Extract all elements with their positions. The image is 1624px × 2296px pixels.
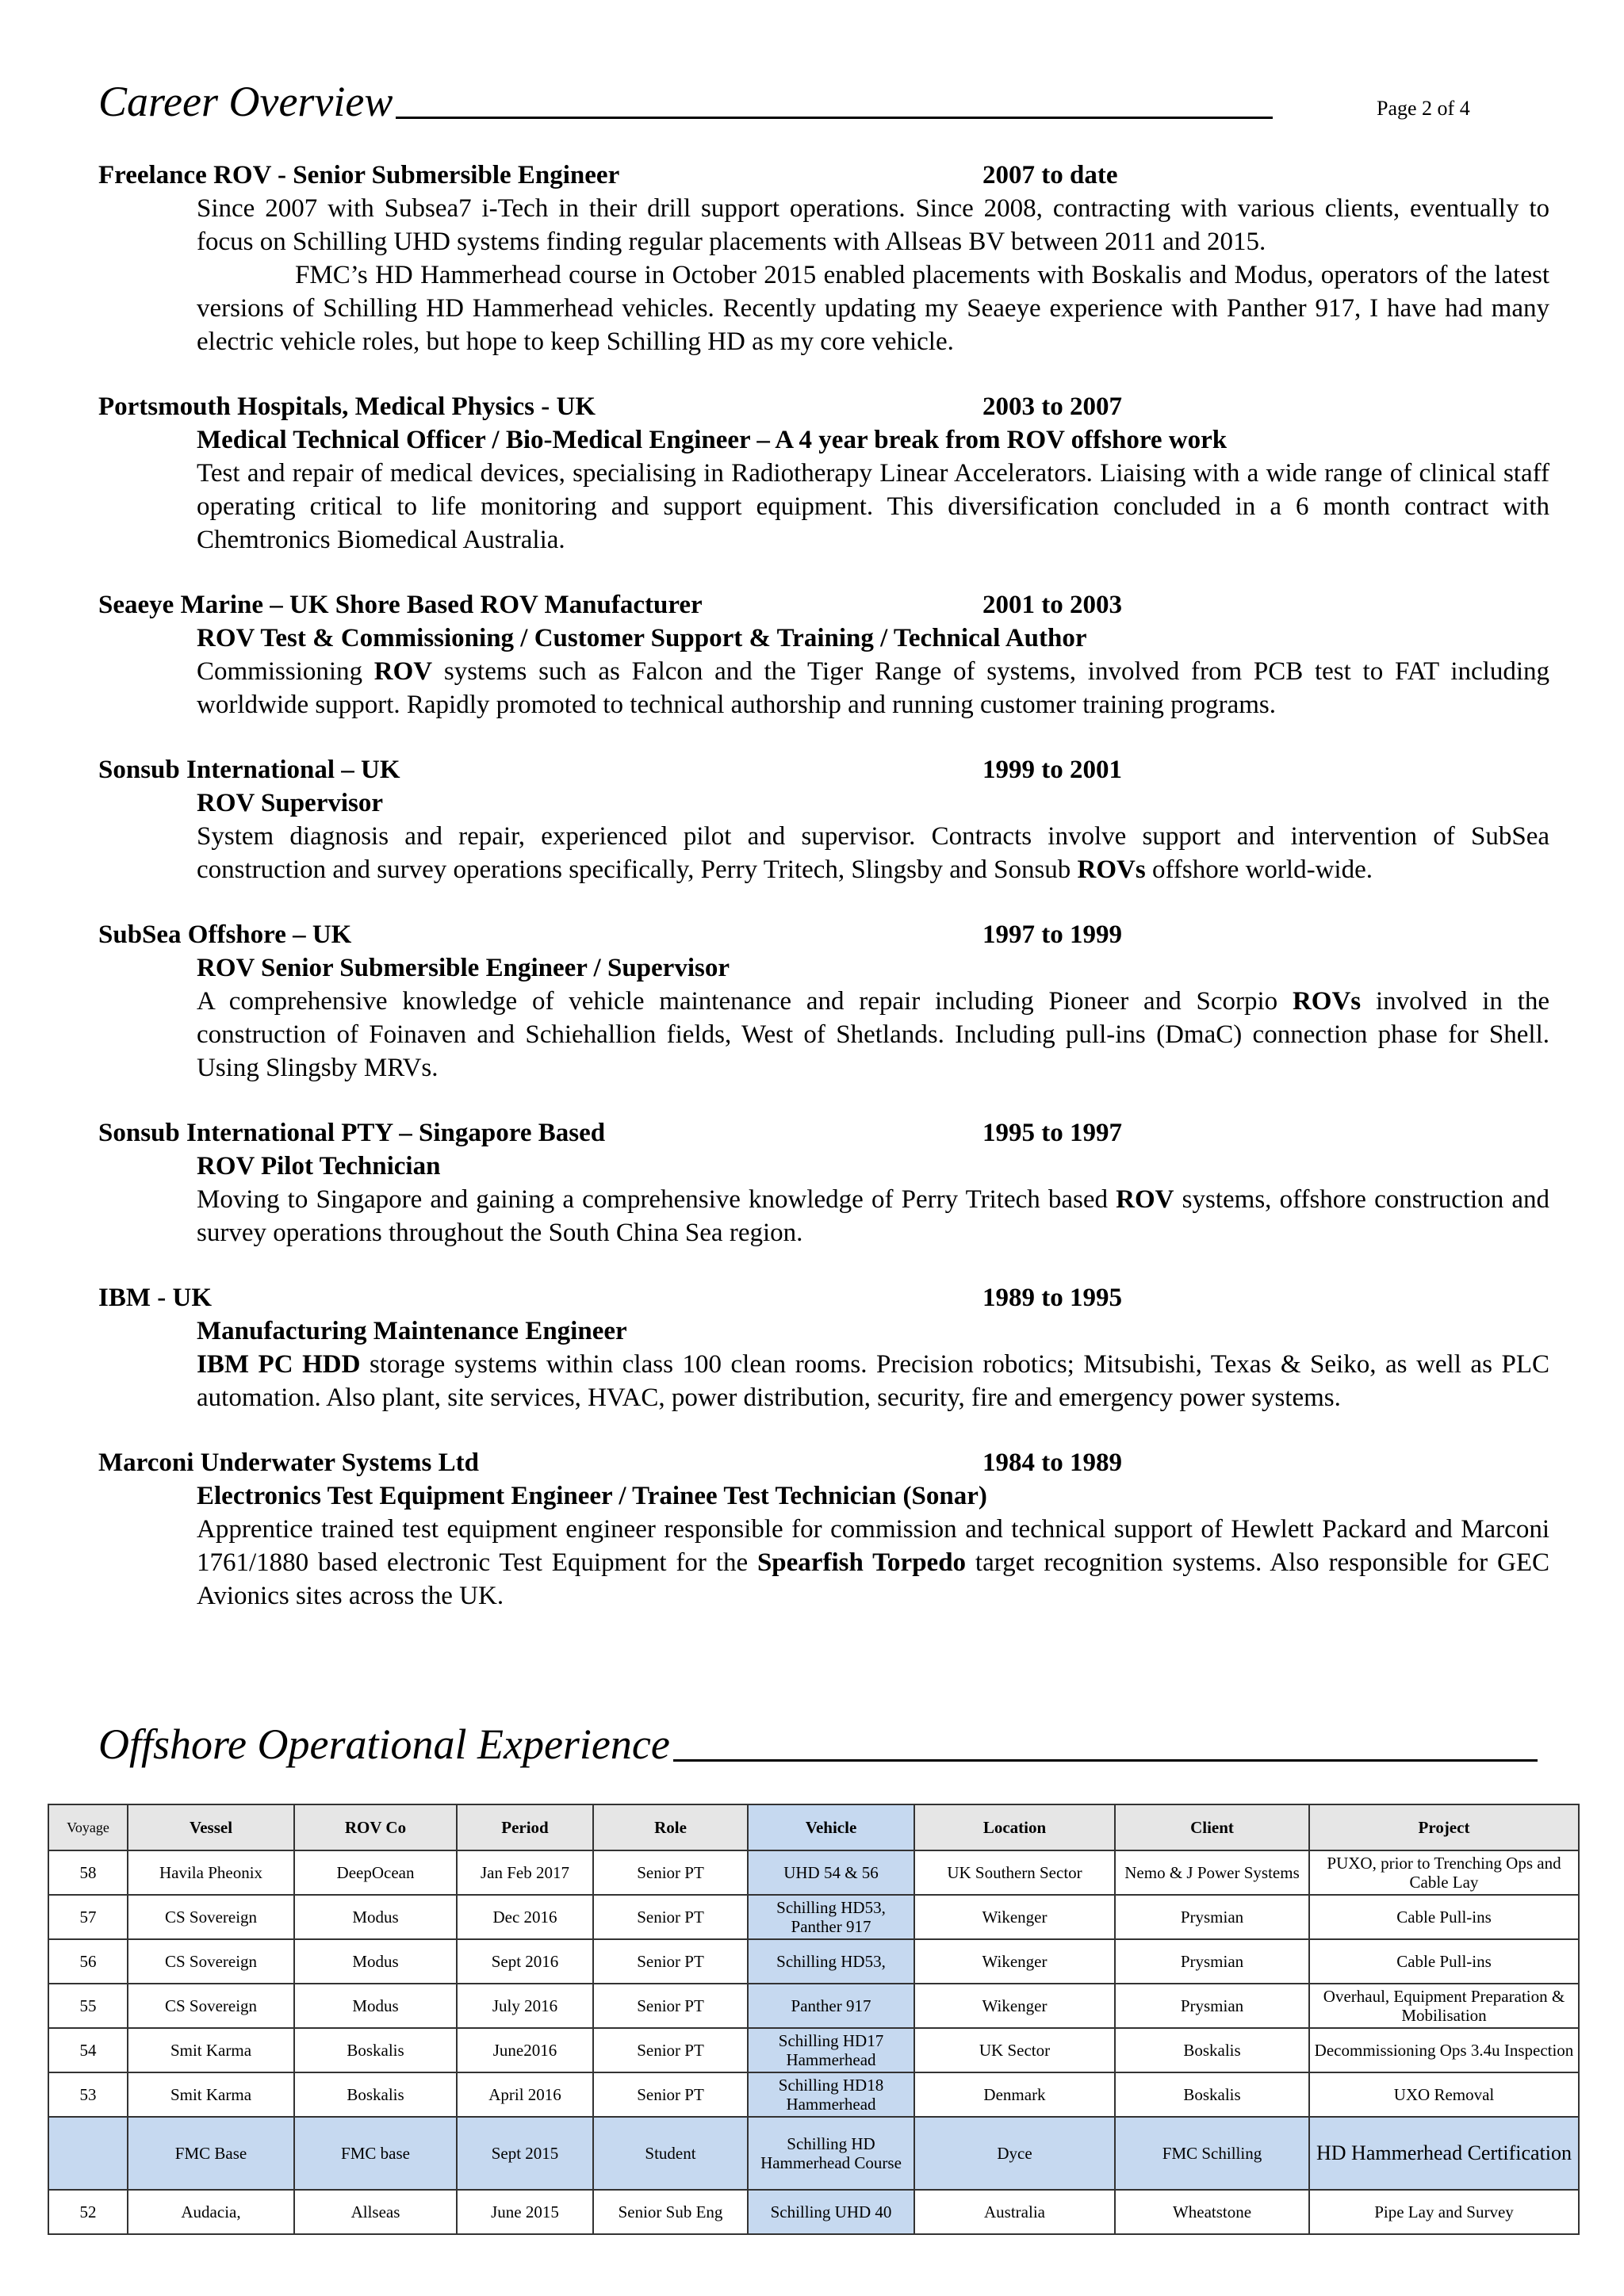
table-row	[48, 1850, 1579, 1895]
table-row	[48, 2072, 1579, 2117]
table-cell: Sept 2016	[457, 1939, 593, 1984]
entry-header	[98, 159, 1549, 192]
table-cell: FMC Base	[128, 2117, 294, 2190]
entry-description	[197, 985, 1549, 1085]
table-cell: Schilling HD18 Hammerhead	[748, 2072, 914, 2117]
table-cell: CS Sovereign	[128, 1984, 294, 2028]
table-cell: PUXO, prior to Trenching Ops and Cable Lay	[1309, 1850, 1579, 1895]
table-cell: Sept 2015	[457, 2117, 593, 2190]
description-text: offshore world-wide.	[1145, 855, 1373, 884]
column-header: Role	[593, 1804, 748, 1850]
table-cell: UXO Removal	[1309, 2072, 1579, 2117]
column-header: Location	[914, 1804, 1115, 1850]
table-cell: Cable Pull-ins	[1309, 1895, 1579, 1939]
table-cell: UHD 54 & 56	[748, 1850, 914, 1895]
column-header: Vehicle	[748, 1804, 914, 1850]
employer: IBM - UK	[98, 1284, 212, 1312]
entry-dates: 1995 to 1997	[982, 1119, 1122, 1147]
career-entry	[98, 918, 1549, 1085]
table-cell: CS Sovereign	[128, 1895, 294, 1939]
entry-dates: 1997 to 1999	[982, 920, 1122, 949]
table-cell: Smit Karma	[128, 2028, 294, 2072]
description-text: target recognition systems. Also responsible for GEC Avionics sites across the UK.	[197, 1548, 1549, 1610]
table-cell: Senior PT	[593, 1850, 748, 1895]
offshore-experience-table	[48, 1804, 1580, 2235]
career-entry	[98, 159, 1549, 358]
entry-description	[197, 820, 1549, 886]
table-cell: Wikenger	[914, 1895, 1115, 1939]
table-cell: Cable Pull-ins	[1309, 1939, 1579, 1984]
table-cell: Student	[593, 2117, 748, 2190]
entry-description	[197, 1513, 1549, 1613]
description-text: Commissioning	[197, 657, 374, 686]
offshore-experience-heading	[98, 1720, 1538, 1768]
table-row	[48, 1984, 1579, 2028]
table-row	[48, 2028, 1579, 2072]
employer: Sonsub International PTY – Singapore Based	[98, 1119, 606, 1147]
table-cell: Senior Sub Eng	[593, 2190, 748, 2234]
table-cell: Modus	[294, 1939, 457, 1984]
heading-rule	[673, 1759, 1538, 1762]
table-cell: Havila Pheonix	[128, 1850, 294, 1895]
entry-paragraph: Since 2007 with Subsea7 i-Tech in their drill support operations. Since 2008, contracting with various clients, eventually to focus on Schilling UHD systems finding regular placements with Allseas BV between 2011 and 2015.	[197, 194, 1549, 256]
table-cell: July 2016	[457, 1984, 593, 2028]
table-cell: June 2015	[457, 2190, 593, 2234]
table-cell: Schilling HD17 Hammerhead	[748, 2028, 914, 2072]
description-text: storage systems within class 100 clean rooms. Precision robotics; Mitsubishi, Texas & Seiko, as well as PLC automation. Also plant, site services, HVAC, power distribution, security, fire and emergency power systems.	[197, 1350, 1549, 1412]
entry-role: ROV Senior Submersible Engineer / Supervisor	[197, 954, 730, 982]
table-cell: Boskalis	[1115, 2028, 1309, 2072]
column-header: ROV Co	[294, 1804, 457, 1850]
entry-dates: 1999 to 2001	[982, 756, 1122, 784]
table-cell: Prysmian	[1115, 1939, 1309, 1984]
table-cell: June2016	[457, 2028, 593, 2072]
employer: Marconi Underwater Systems Ltd	[98, 1448, 479, 1477]
table-cell: Allseas	[294, 2190, 457, 2234]
table-cell: Modus	[294, 1984, 457, 2028]
table-cell: Senior PT	[593, 2028, 748, 2072]
table-cell: Boskalis	[294, 2072, 457, 2117]
entry-dates: 1984 to 1989	[982, 1448, 1122, 1477]
entry-role: ROV Supervisor	[197, 789, 383, 817]
career-entry	[98, 1281, 1549, 1414]
entry-header	[98, 1281, 1549, 1314]
entry-role: Manufacturing Maintenance Engineer	[197, 1317, 627, 1345]
table-cell: Overhaul, Equipment Preparation & Mobilisation	[1309, 1984, 1579, 2028]
entry-header	[98, 390, 1549, 423]
description-bold: ROVs	[1292, 987, 1362, 1016]
table-cell: Senior PT	[593, 1984, 748, 2028]
description-bold: ROV	[373, 657, 433, 686]
column-header: Period	[457, 1804, 593, 1850]
entry-paragraph: FMC’s HD Hammerhead course in October 2015 enabled placements with Boskalis and Modus, operators of the latest versions of Schilling HD Hammerhead vehicles. Recently updating my Seaeye experience with Panther 917, I have had many electric vehicle roles, but hope to keep Schilling HD as my core vehicle.	[197, 261, 1549, 356]
table-cell: Boskalis	[1115, 2072, 1309, 2117]
table-cell: 58	[48, 1850, 128, 1895]
entry-header	[98, 753, 1549, 786]
table-cell: DeepOcean	[294, 1850, 457, 1895]
entry-description	[197, 192, 1549, 358]
entry-role: Electronics Test Equipment Engineer / Trainee Test Technician (Sonar)	[197, 1482, 987, 1510]
description-bold: Spearfish Torpedo	[756, 1548, 967, 1577]
table-cell: 57	[48, 1895, 128, 1939]
table-cell	[48, 2117, 128, 2190]
table-cell: Schilling UHD 40	[748, 2190, 914, 2234]
table-cell: CS Sovereign	[128, 1939, 294, 1984]
entry-description: Test and repair of medical devices, specialising in Radiotherapy Linear Accelerators. Liaising with a wide range of clinical staff operating critical to life monitoring and support equipment. This diversification concluded in a 6 month contract with Chemtronics Biomedical Australia.	[197, 459, 1549, 554]
career-entry	[98, 1446, 1549, 1613]
table-cell: UK Southern Sector	[914, 1850, 1115, 1895]
table-cell: 53	[48, 2072, 128, 2117]
table-cell: Wheatstone	[1115, 2190, 1309, 2234]
description-text: A comprehensive knowledge of vehicle maintenance and repair including Pioneer and Scorpio	[197, 987, 1293, 1016]
entry-description	[197, 1348, 1549, 1414]
heading-rule	[396, 117, 1273, 119]
column-header: Client	[1115, 1804, 1309, 1850]
entry-description	[197, 655, 1549, 721]
table-cell: UK Sector	[914, 2028, 1115, 2072]
description-text: System diagnosis and repair, experienced pilot and supervisor. Contracts involve support and intervention of SubSea construction and survey operations specifically, Perry Tritech, Slingsby and Sonsub	[197, 822, 1549, 884]
entry-dates: 2003 to 2007	[982, 392, 1122, 421]
career-entry	[98, 753, 1549, 886]
table-cell: Modus	[294, 1895, 457, 1939]
entry-role: Medical Technical Officer / Bio-Medical Engineer – A 4 year break from ROV offshore work	[197, 426, 1228, 454]
description-bold: IBM PC HDD	[197, 1350, 361, 1379]
table-cell: Dec 2016	[457, 1895, 593, 1939]
table-cell: Decommissioning Ops 3.4u Inspection	[1309, 2028, 1579, 2072]
table-cell: HD Hammerhead Certification	[1309, 2117, 1579, 2190]
description-text: Moving to Singapore and gaining a comprehensive knowledge of Perry Tritech based	[197, 1185, 1116, 1214]
entry-header	[98, 1446, 1549, 1479]
table-row	[48, 1895, 1579, 1939]
table-cell: Boskalis	[294, 2028, 457, 2072]
description-bold: ROV	[1116, 1185, 1174, 1214]
entry-role: ROV Pilot Technician	[197, 1152, 441, 1181]
page-number: Page 2 of 4	[1377, 97, 1470, 120]
description-text: systems, offshore construction and survey operations throughout the South China Sea region.	[197, 1185, 1549, 1247]
table-cell: Schilling HD53,	[748, 1939, 914, 1984]
table-cell: FMC Schilling	[1115, 2117, 1309, 2190]
career-entry	[98, 1116, 1549, 1249]
career-overview-heading	[98, 78, 1273, 125]
table-cell: 55	[48, 1984, 128, 2028]
table-cell: Denmark	[914, 2072, 1115, 2117]
table-row-highlighted	[48, 2117, 1579, 2190]
table-cell: 56	[48, 1939, 128, 1984]
table-cell: Prysmian	[1115, 1984, 1309, 2028]
description-text: involved in the construction of Foinaven and Schiehallion fields, West of Shetlands. Including pull-ins (DmaC) connection phase for Shell. Using Slingsby MRVs.	[197, 987, 1550, 1082]
table-cell: Smit Karma	[128, 2072, 294, 2117]
table-row	[48, 1939, 1579, 1984]
table-cell: Wikenger	[914, 1939, 1115, 1984]
table-cell: Australia	[914, 2190, 1115, 2234]
entry-role: ROV Test & Commissioning / Customer Support & Training / Technical Author	[197, 624, 1087, 652]
column-header: Project	[1309, 1804, 1579, 1850]
table-cell: Pipe Lay and Survey	[1309, 2190, 1579, 2234]
employer: Seaeye Marine – UK Shore Based ROV Manufacturer	[98, 591, 703, 619]
table-cell: Wikenger	[914, 1984, 1115, 2028]
description-bold: ROVs	[1077, 855, 1146, 884]
table-header-row	[48, 1804, 1579, 1850]
entry-header	[98, 1116, 1549, 1150]
table-cell: Jan Feb 2017	[457, 1850, 593, 1895]
table-cell: Audacia,	[128, 2190, 294, 2234]
career-overview-title: Career Overview	[98, 78, 393, 125]
career-entry	[98, 390, 1549, 557]
employer: SubSea Offshore – UK	[98, 920, 352, 949]
entry-header	[98, 588, 1549, 622]
table-cell: FMC base	[294, 2117, 457, 2190]
table-cell: Schilling HD Hammerhead Course	[748, 2117, 914, 2190]
employer: Freelance ROV - Senior Submersible Engineer	[98, 161, 620, 189]
table-cell: Senior PT	[593, 1895, 748, 1939]
employer: Sonsub International – UK	[98, 756, 400, 784]
table-row	[48, 2190, 1579, 2234]
entry-dates: 2007 to date	[982, 161, 1118, 189]
table-cell: 52	[48, 2190, 128, 2234]
column-header: Vessel	[128, 1804, 294, 1850]
table-cell: Schilling HD53, Panther 917	[748, 1895, 914, 1939]
table-cell: Senior PT	[593, 2072, 748, 2117]
table-cell: Nemo & J Power Systems	[1115, 1850, 1309, 1895]
column-header: Voyage	[48, 1804, 128, 1850]
table-cell: Panther 917	[748, 1984, 914, 2028]
table-cell: 54	[48, 2028, 128, 2072]
table-cell: Dyce	[914, 2117, 1115, 2190]
entry-dates: 2001 to 2003	[982, 591, 1122, 619]
employer: Portsmouth Hospitals, Medical Physics - UK	[98, 392, 596, 421]
career-entry	[98, 588, 1549, 721]
description-text: systems such as Falcon and the Tiger Range of systems, involved from PCB test to FAT including worldwide support. Rapidly promoted to technical authorship and running customer training programs.	[197, 657, 1549, 719]
entry-description	[197, 1183, 1549, 1249]
entry-dates: 1989 to 1995	[982, 1284, 1122, 1312]
offshore-experience-title: Offshore Operational Experience	[98, 1720, 670, 1768]
career-entries	[98, 159, 1549, 1644]
table-cell: April 2016	[457, 2072, 593, 2117]
description-text: Apprentice trained test equipment engineer responsible for commission and technical support of Hewlett Packard and Marconi 1761/1880 based electronic Test Equipment for the	[197, 1515, 1549, 1577]
table-cell: Senior PT	[593, 1939, 748, 1984]
table-cell: Prysmian	[1115, 1895, 1309, 1939]
entry-header	[98, 918, 1549, 951]
